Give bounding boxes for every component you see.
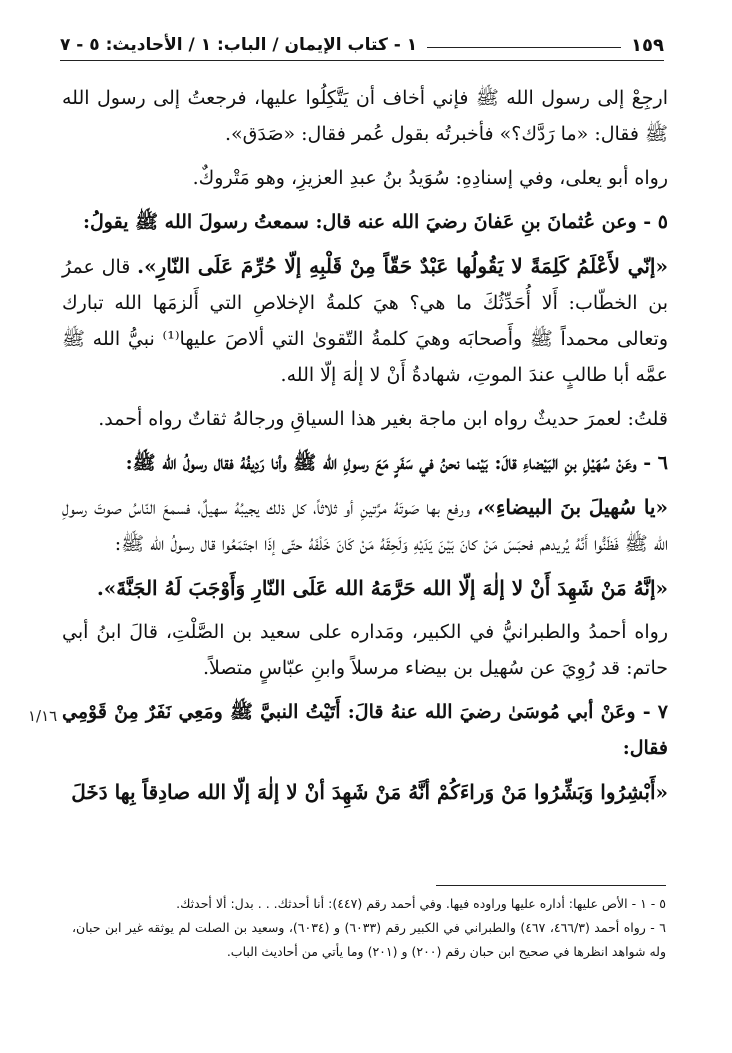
paragraph-continuation: ارجِعْ إلى رسول الله ﷺ فإني أخاف أن يَتَّكِلُوا عليها، فرجعتُ إلى رسول الله ﷺ فقال: «ما رَدَّك؟» فأخبرتُه بقول عُمر فقال: «صَدَق». bbox=[62, 87, 668, 145]
hadith-6-commentary: ورفع بها صَوتَهُ مرَّتينِ أو ثلاثاً، كل ذلك يجيبُهُ سهيلٌ، فسمعَ النّاسُ صوتَ رسولِ الله ﷺ فَظَنُّوا أَنَّهُ يُريدهم فحبَسَ مَنْ كانَ بَيْنَ يَدَيْهِ وَلَحِقَهُ مَنْ كَانَ خَلْفَهُ حتّى إذَا اجتَمَعُوا قال رسولُ الله ﷺ: bbox=[62, 497, 668, 555]
paragraph-ahmad-tabarani-note: رواه أحمدُ والطبرانيُّ في الكبير، ومَداره على سعيد بن الصَّلْتِ، قالَ ابنُ أبي حاتم: قد رُوِيَ عن سُهيل بن بيضاء مرسلاً وابنِ عبّاسٍ متصلاً. bbox=[62, 621, 668, 679]
paragraph-ibn-majah-note: قلتُ: لعمرَ حديثٌ رواه ابن ماجة بغير هذا السياقِ ورجالهُ ثقاتٌ رواه أحمد. bbox=[98, 408, 668, 430]
page-number: ١٥٩ bbox=[631, 34, 664, 56]
running-title: ١ - كتاب الإيمان / الباب: ١ / الأحاديث: ٥ - ٧ bbox=[60, 35, 418, 55]
hadith-6-intro: ٦ - وعَنْ سُهَيْلِ بنِ البَيْضاءِ قالَ: بَيْنما نحنُ في سَفَرٍ مَعَ رسولِ الله ﷺ وأنا رَدِيفُهُ فقال رسولُ الله ﷺ: bbox=[125, 452, 668, 474]
main-text bbox=[62, 80, 668, 818]
page-header bbox=[60, 30, 664, 61]
hadith-5-text bbox=[62, 248, 668, 393]
hadith-7-saying: «أَبْشِرُوا وَبَشِّرُوا مَنْ وَراءَكُمْ أنَّهُ مَنْ شَهِدَ أنْ لا إلٰهَ إلّا الله صادِقاً بِها دَخَلَ bbox=[71, 780, 668, 804]
hadith-5-quote: «إنّي لأَعْلَمُ كَلِمَةً لا يَقُولُها عَبْدٌ حَقّاً مِنْ قَلْبِهِ إلّا حُرِّمَ عَلَى النّارِ». bbox=[137, 254, 668, 278]
header-rule bbox=[427, 47, 621, 48]
hadith-5-commentary: قال عمرُ بن الخطّاب: أَلا أُحَدِّثُكَ ما هي؟ هيَ كلمةُ الإخلاصِ التي أَلزمَها الله تبارك وتعالى محمداً ﷺ وأَصحابَه وهيَ كلمةُ التّقوىٰ التي ألاصَ عليها⁽¹⁾ نبيُّ الله ﷺ عمَّه أبا طالبٍ عندَ الموتِ، شهادةُ أَنْ لا إلٰهَ إلّا الله. bbox=[62, 256, 668, 386]
hadith-5-intro: ٥ - وعن عُثمانَ بنِ عَفانَ رضيَ الله عنه قال: سمعتُ رسولَ الله ﷺ يقولُ: bbox=[82, 211, 668, 233]
hadith-7-intro: ٧ - وعَنْ أبي مُوسَىٰ رضيَ الله عنهُ قالَ: أَتَيْتُ النبيَّ ﷺ ومَعِي نَفَرٌ مِنْ قَوْمِي فقال: bbox=[62, 701, 668, 759]
footnotes bbox=[72, 885, 666, 964]
paragraph-abu-yala-note: رواه أبو يعلى، وفي إسنادِهِ: سُوَيدُ بنُ عبدِ العزيزِ، وهو مَتْروكٌ. bbox=[192, 167, 668, 189]
hadith-6-quote: «يا سُهيلَ بنَ البيضاءِ»، bbox=[476, 495, 669, 519]
margin-reference: ١/١٦ bbox=[28, 707, 58, 725]
hadith-6-text bbox=[62, 489, 668, 562]
footnote-6: ٦ - رواه أحمد (٤٦٦/٣، ٤٦٧) والطبراني في الكبير رقم (٦٠٣٣) و (٦٠٣٤)، وسعيد بن الصلت لم يوثقه غير ابن حبان، وله شواهد انظرها في صحيح ابن حبان رقم (٢٠٠) و (٢٠١) وما يأتي من أحاديث الباب. bbox=[72, 920, 666, 959]
footnote-separator bbox=[436, 885, 666, 886]
footnote-5: ٥ - ١ - الأص عليها: أداره عليها وراوده فيها. وفي أحمد رقم (٤٤٧): أنا أحدثك. . . بدل: ألا أحدثك. bbox=[176, 896, 666, 911]
hadith-6-saying: «إنَّهُ مَنْ شَهِدَ أَنْ لا إلٰهَ إلّا الله حَرَّمَهُ الله عَلَى النّارِ وَأَوْجَبَ لَهُ الجَنَّةَ». bbox=[96, 576, 668, 600]
